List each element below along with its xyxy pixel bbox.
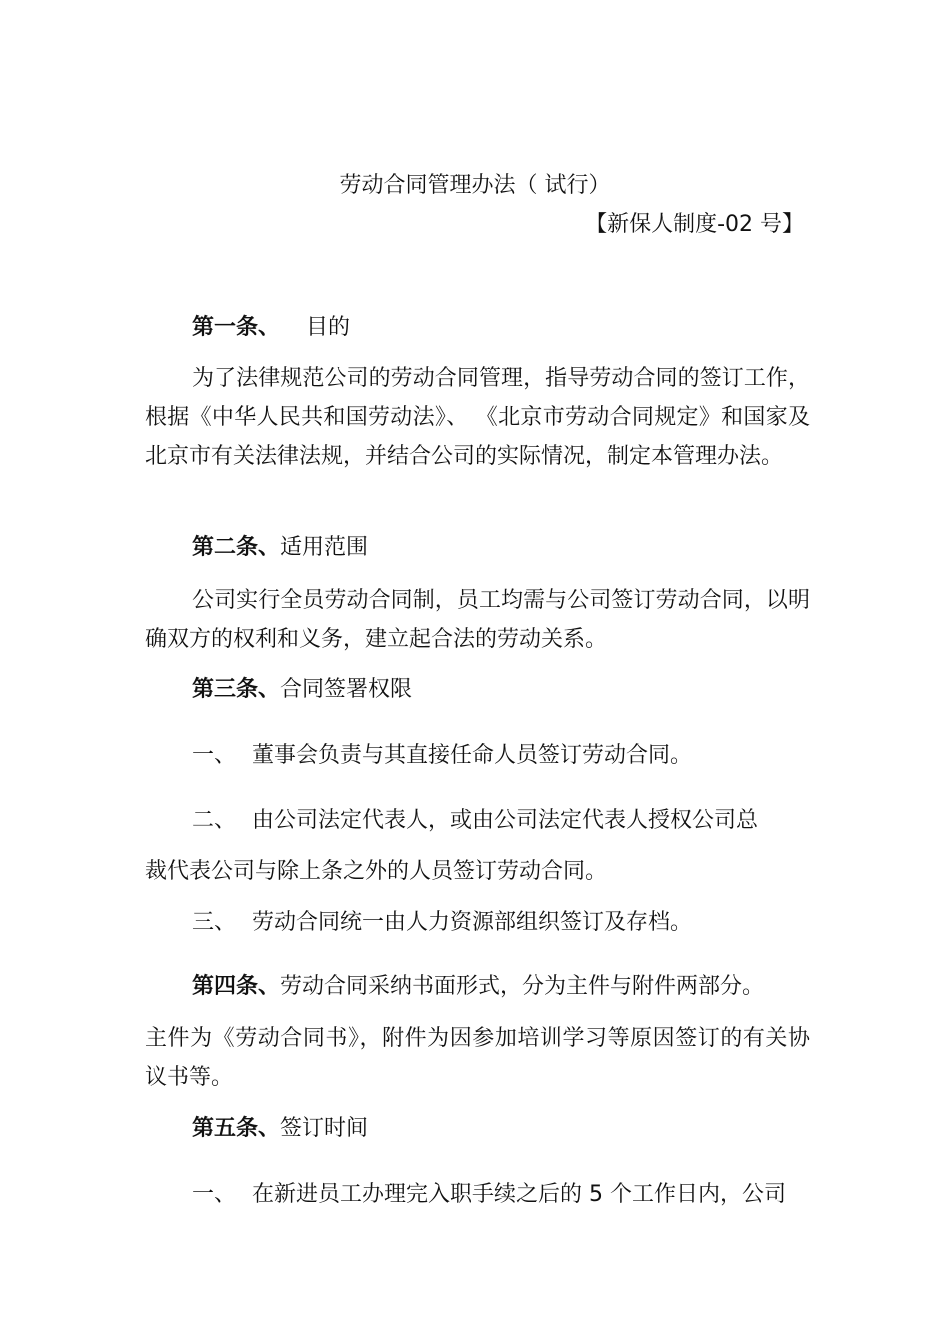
article-1-heading — [145, 308, 810, 347]
item-text: 由公司法定代表人，或由公司法定代表人授权公司总 — [252, 808, 759, 833]
article-2-body: 公司实行全员劳动合同制，员工均需与公司签订劳动合同，以明确双方的权利和义务，建立起合法的劳动关系。 — [145, 588, 810, 652]
article-1-label: 第一条、 — [192, 315, 281, 340]
article-3-heading — [145, 670, 810, 709]
article-3-item-1 — [145, 736, 810, 775]
item-number: 三、 — [192, 910, 237, 935]
article-3-title: 合同签署权限 — [280, 677, 413, 702]
article-4-body: 主件为《劳动合同书》，附件为因参加培训学习等原因签订的有关协议书等。 — [145, 1026, 810, 1090]
article-3-item-2-continued: 裁代表公司与除上条之外的人员签订劳动合同。 — [145, 859, 608, 884]
item-number: 一、 — [192, 743, 237, 768]
article-3-label: 第三条、 — [192, 677, 281, 702]
article-5-label: 第五条、 — [192, 1116, 281, 1141]
item-number: 二、 — [192, 808, 237, 833]
article-2-title: 适用范围 — [280, 535, 369, 560]
article-4-heading — [145, 967, 810, 1006]
article-3-item-2 — [145, 801, 810, 840]
article-4-title: 劳动合同采纳书面形式，分为主件与附件两部分。 — [280, 974, 765, 999]
article-5-title: 签订时间 — [280, 1116, 369, 1141]
item-text: 在新进员工办理完入职手续之后的 5 个工作日内，公司 — [252, 1182, 786, 1207]
article-1-body: 为了法律规范公司的劳动合同管理，指导劳动合同的签订工作，根据《中华人民共和国劳动法》、 《北京市劳动合同规定》和国家及北京市有关法律法规，并结合公司的实际情况，制定本管理办法。 — [145, 366, 810, 469]
article-3-item-3 — [145, 903, 810, 942]
item-text: 劳动合同统一由人力资源部组织签订及存档。 — [252, 910, 693, 935]
document-title: 劳动合同管理办法（ 试行） — [339, 173, 611, 198]
document-number: 【新保人制度-02 号】 — [585, 212, 804, 237]
item-text: 董事会负责与其直接任命人员签订劳动合同。 — [252, 743, 693, 768]
article-5-item-1 — [145, 1175, 810, 1214]
article-1-title: 目的 — [306, 315, 351, 340]
article-2-label: 第二条、 — [192, 535, 281, 560]
article-4-label: 第四条、 — [192, 974, 281, 999]
item-number: 一、 — [192, 1182, 237, 1207]
article-5-heading — [145, 1109, 810, 1148]
article-2-heading — [145, 528, 810, 567]
